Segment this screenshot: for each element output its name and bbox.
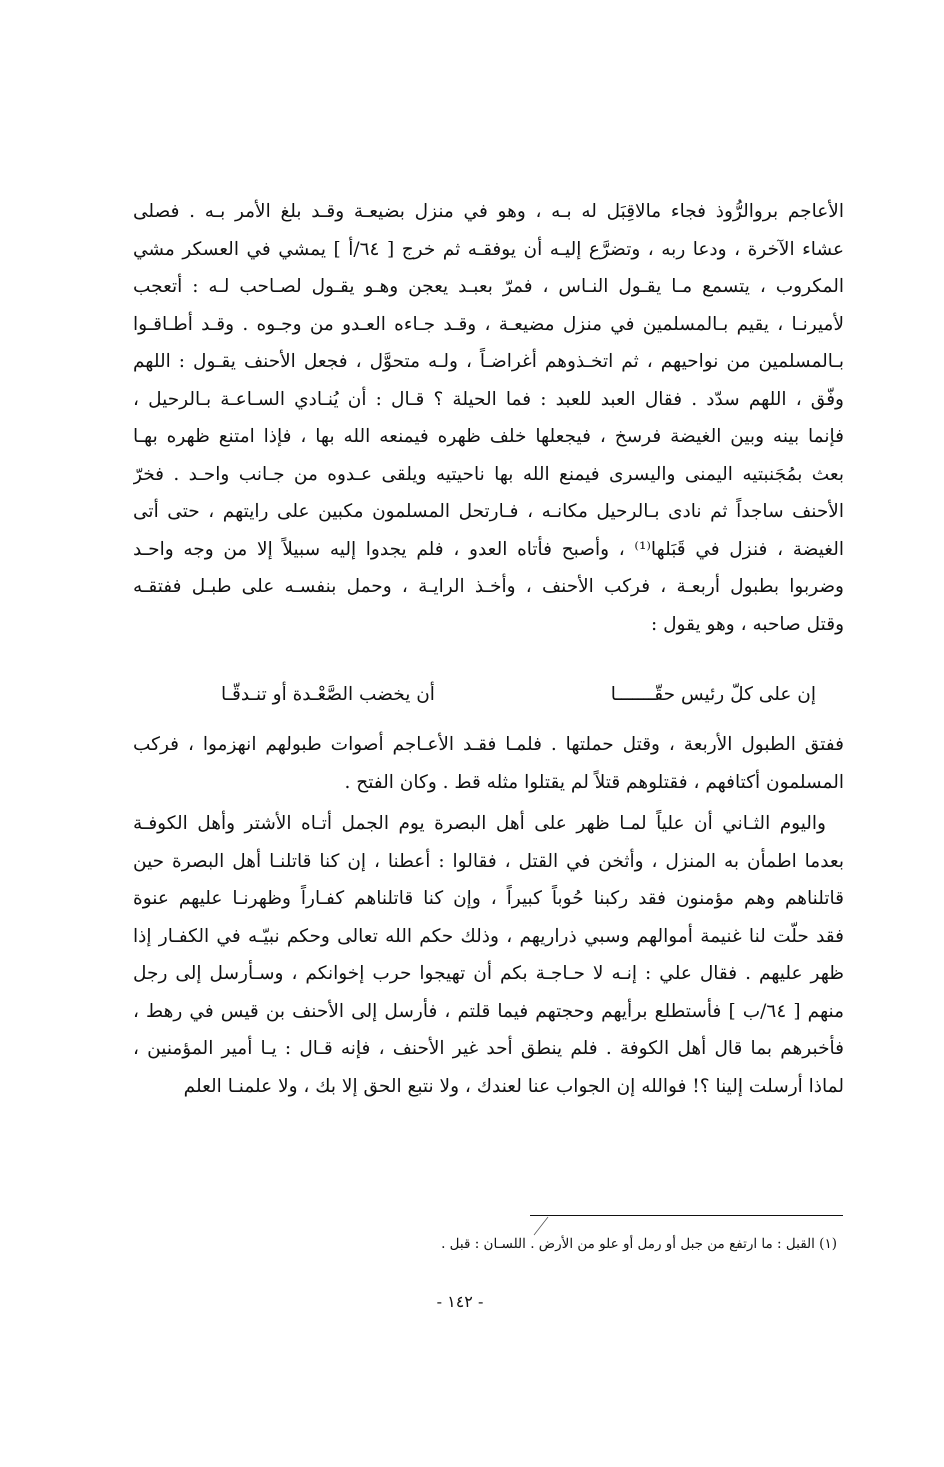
paragraph-2 bbox=[133, 726, 844, 801]
paragraph-1 bbox=[133, 193, 844, 643]
text-line: منهم [ ٦٤/ب ] فأستطلع برأيهم وحجتهم فيما قلتم ، فأرسل إلى الأحنف بن قيس في رهط ، bbox=[133, 1000, 844, 1022]
text-line: فقد حلّت لنا غنيمة أموالهم وسبي ذراريهم ، وذلك حكم الله تعالى وحكم نبيّـه في الكفـار إذا bbox=[133, 925, 844, 947]
footnote: (١) القبل : ما ارتفع من جبل أو رمل أو علو من الأرض . اللسـان : قبل . bbox=[441, 1236, 837, 1252]
footnote-divider bbox=[530, 1215, 843, 1216]
page-number: - ١٤٢ - bbox=[436, 1292, 484, 1311]
verse-first-hemistich: إن على كلّ رئيس حقّـــــــا bbox=[610, 684, 816, 705]
text-line: المسلمون أكتافهم ، فقتلوهم قتلاً لم يقتلوا مثله قط . وكان الفتح . bbox=[344, 771, 844, 793]
verse-second-hemistich: أن يخضب الصَّعْـدة أو تنـدقّـا bbox=[221, 684, 435, 705]
text-line: المكروب ، يتسمع مـا يقـول النـاس ، فمرّ بعبـد يعجن وهـو يقـول لصـاحب لـه : أتعجب bbox=[133, 276, 844, 297]
text-line: الأعاجم بروالرُّوذ فجاء مالاقِبَل له بـه ، وهو في منزل بضيعـة وقـد بلغ الأمر بـه . فصلى bbox=[133, 201, 844, 222]
text-line: فإنما بينه وبين الغيضة فرسخ ، فيجعلها خلف ظهره فيمنعه الله بها ، فإذا امتنع ظهره بهـا bbox=[133, 426, 844, 447]
text-line: بـالمسلمين من نواحيهم ، ثم اتخـذوهم أغراضـاً ، ولـه متحوَّل ، فجعل الأحنف يقـول : اللهم bbox=[133, 351, 844, 372]
text-line: فأخبرهم بما قال أهل الكوفة . فلم ينطق أحد غير الأحنف ، فإنه قـال : يـا أمير المؤمنين ، bbox=[133, 1038, 844, 1059]
text-line: ظهر عليهم . فقال علي : إنـه لا حـاجـة بكم أن تهيجوا حرب إخوانكم ، وسـأرسل إلى رجل bbox=[133, 963, 844, 984]
text-line: الأحنف ساجداً ثم نادى بـالرحيل مكانـه ، فـارتحل المسلمون مكبين على رايتهم ، حتى أتى bbox=[133, 501, 844, 522]
text-line: واليوم الثـاني أن علياً لمـا ظهر على أهل البصرة يوم الجمل أتـاه الأشتر وأهل الكوفـة bbox=[133, 813, 826, 834]
text-line: بعث بمُجَنبتيه اليمنى واليسرى فيمنع الله بها ناحيتيه ويلقى عـدوه من جـانب واحـد . فخرّ bbox=[133, 463, 844, 485]
paragraph-3 bbox=[133, 805, 844, 1105]
text-line: الغيضة ، فنزل في قَبَلها⁽¹⁾ ، وأصبح فأتاه العدو ، فلم يجدوا إليه سبيلاً إلا من وجه واحـد bbox=[133, 538, 844, 560]
text-line: لأميرنـا ، يقيم بـالمسلمين في منزل مضيعـة ، وقـد جـاءه العـدو من وجـوه . وقـد أطـاقـوا bbox=[133, 313, 844, 335]
text-line: عشاء الآخرة ، ودعا ربه ، وتضرَّع إليـه أن يوفقـه ثم خرج [ ٦٤/أ ] يمشي في العسكر مشي bbox=[133, 238, 844, 260]
text-line: بعدما اطمأن به المنزل ، وأثخن في القتل ، فقالوا : أعطنا ، إن كنا قاتلنـا أهل البصرة حين bbox=[133, 850, 844, 872]
text-line: وقتل صاحبه ، وهو يقول : bbox=[650, 613, 844, 635]
text-line: وفّق ، اللهم سدّد . فقال العبد للعبد : فما الحيلة ؟ قـال : أن يُنـادي السـاعـة بـالرحيل ، bbox=[133, 388, 844, 410]
text-line: قاتلناهم وهم مؤمنون فقد ركبنا حُوباً كبيراً ، وإن كنا قاتلناهم كفـاراً وظهرنـا عليهم عنوة bbox=[133, 888, 844, 909]
text-line: ففتق الطبول الأربعة ، وقتل حملتها . فلمـا فقـد الأعـاجم أصوات طبولهم انهزموا ، فركب bbox=[133, 734, 844, 755]
poetry-verse bbox=[133, 676, 844, 714]
text-line: لماذا أرسلت إلينا ؟! فوالله إن الجواب عنا لعندك ، ولا نتبع الحق إلا بك ، ولا علمنـا العلم bbox=[183, 1075, 844, 1097]
text-line: وضربوا بطبول أربعـة ، فركب الأحنف ، وأخـذ الرايـة ، وحمل بنفسـه على طبـل ففتقـه bbox=[133, 576, 844, 597]
